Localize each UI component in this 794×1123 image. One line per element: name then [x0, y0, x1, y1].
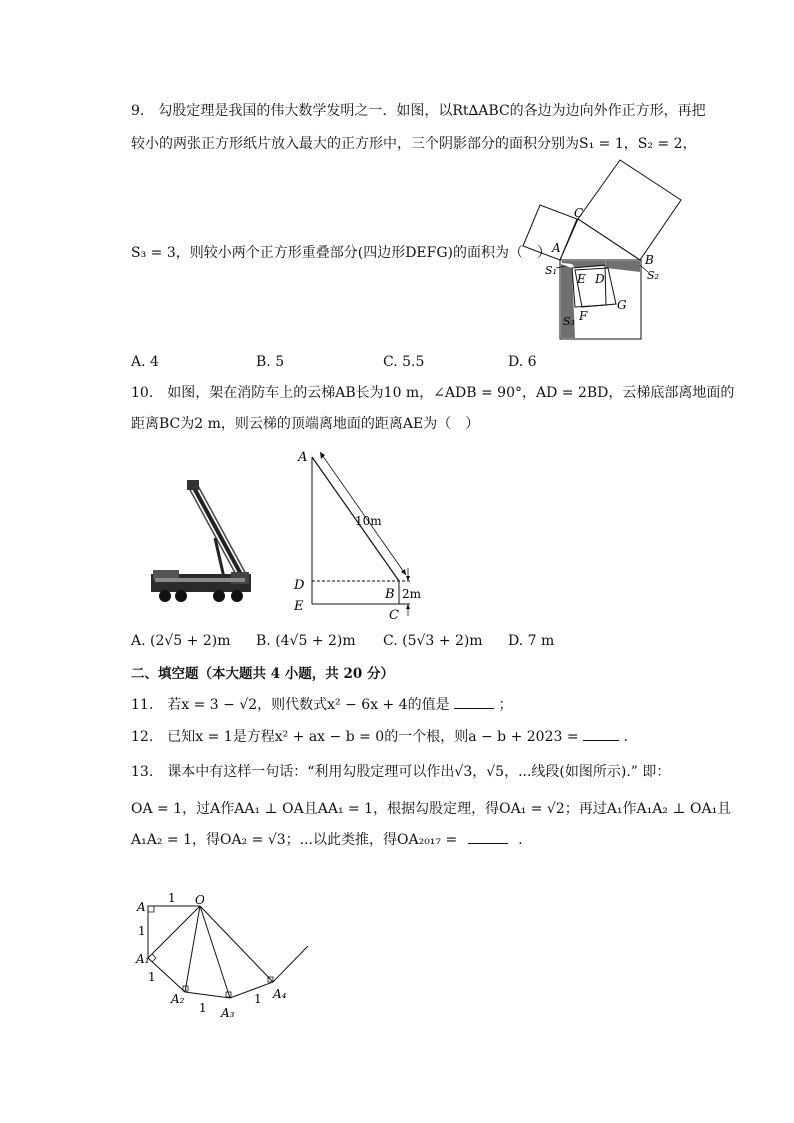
q9-line2: 较小的两张正方形纸片放入最大的正方形中，三个阴影部分的面积分别为S₁ = 1，S₂ = 2，: [131, 136, 697, 152]
q9-choice-A[interactable]: A. 4: [131, 354, 159, 370]
label-D-10: D: [294, 578, 305, 593]
q10-line1: 10. 如图，架在消防车上的云梯AB长为10 m，∠ADB = 90°，AD = 2BD，云梯底部离地面的: [131, 385, 735, 401]
label-C-10: C: [389, 608, 399, 623]
q10-line2: 距离BC为2 m，则云梯的顶端离地面的距离AE为（ ）: [131, 416, 480, 432]
label-S2: S₂: [647, 269, 659, 282]
q9-line3: S₃ = 3，则较小两个正方形重叠部分(四边形DEFG)的面积为（ ）: [131, 245, 552, 261]
q12-text: 12. 已知x = 1是方程x² + ax − b = 0的一个根，则a − b + 2023 =: [131, 729, 579, 745]
label-F: F: [579, 309, 588, 323]
label-C: C: [574, 206, 584, 220]
label-G: G: [617, 298, 627, 312]
label-2m: 2m: [402, 587, 422, 601]
q11-tail: ；: [498, 697, 513, 713]
label-1-AA1: 1: [138, 924, 146, 938]
label-A3: A₃: [221, 1006, 235, 1020]
label-A-13: A: [137, 900, 146, 914]
label-B: B: [645, 253, 654, 267]
q13-line2: OA = 1，过A作AA₁ ⊥ OA且AA₁ = 1，根据勾股定理，得OA₁ = √2；再过A₁作A₁A₂ ⊥ OA₁且: [131, 801, 732, 817]
q10-choice-A[interactable]: A. (2√5 + 2)m: [131, 633, 231, 649]
segment-OA3: [200, 906, 230, 998]
label-1-A2A3: 1: [199, 1001, 207, 1015]
q11-text: 11. 若x = 3 − √2，则代数式x² − 6x + 4的值是: [131, 697, 450, 713]
label-1-OA: 1: [168, 891, 176, 905]
label-E: E: [577, 272, 586, 286]
label-S3: S₃: [563, 315, 575, 328]
label-A2: A₂: [171, 992, 185, 1006]
q9-choice-D[interactable]: D. 6: [508, 354, 537, 370]
label-A1: A₁: [136, 952, 150, 966]
q10-choice-C[interactable]: C. (5√3 + 2)m: [383, 633, 483, 649]
label-1-A3A4: 1: [254, 992, 262, 1006]
q9-line1: 9. 勾股定理是我国的伟大数学发明之一．如图，以Rt∆ABC的各边为边向外作正方形，再把: [131, 103, 706, 119]
label-A4: A₄: [273, 987, 287, 1001]
label-1-A1A2: 1: [148, 970, 156, 984]
q9-choice-B[interactable]: B. 5: [256, 354, 285, 370]
q12-tail: .: [623, 729, 628, 745]
q10-choice-D[interactable]: D. 7 m: [508, 633, 555, 649]
label-O: O: [195, 893, 205, 907]
q13-line3: A₁A₂ = 1，得OA₂ = √3；...以此类推，得OA₂₀₁₇ =: [131, 832, 458, 848]
label-S1: S₁: [545, 264, 557, 277]
label-10m: 10m: [355, 514, 382, 528]
section2-title: 二、填空题（本大题共 4 小题，共 20 分）: [131, 666, 394, 682]
label-A-10: A: [298, 450, 308, 465]
spiral-outer: [148, 906, 308, 998]
label-D: D: [595, 272, 605, 286]
label-E-10: E: [294, 599, 304, 614]
q9-choice-C[interactable]: C. 5.5: [383, 354, 425, 370]
label-B-10: B: [385, 587, 395, 602]
q13-line1: 13. 课本中有这样一句话：“利用勾股定理可以作出√3，√5，...线段(如图所示).” 即：: [131, 764, 671, 780]
label-A: A: [552, 241, 561, 255]
q13-tail: .: [518, 832, 523, 848]
q10-choice-B[interactable]: B. (4√5 + 2)m: [256, 633, 356, 649]
segment-OA4: [200, 906, 273, 982]
